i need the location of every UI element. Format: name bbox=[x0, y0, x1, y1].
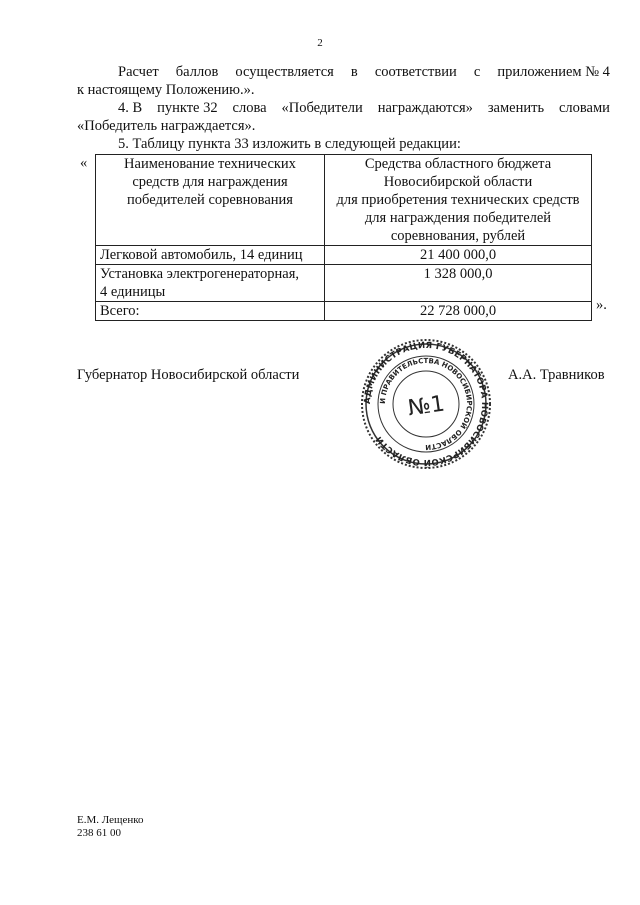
row-amount-cell: 1 328 000,0 bbox=[325, 265, 592, 302]
signatory-position: Губернатор Новосибирской области bbox=[77, 367, 300, 383]
header-line: победителей соревнования bbox=[127, 192, 293, 208]
paragraph-2-line-2: «Победитель награждается». bbox=[77, 118, 256, 134]
word: в bbox=[350, 64, 358, 80]
word: соответствии bbox=[374, 64, 457, 80]
word: слова bbox=[232, 100, 267, 116]
signatory-name: А.А. Травников bbox=[508, 367, 605, 383]
close-quote: ». bbox=[596, 297, 607, 313]
row-name: Установка электрогенераторная, bbox=[100, 266, 299, 282]
word: 4. В bbox=[118, 100, 143, 116]
svg-text:№1: №1 bbox=[406, 391, 447, 422]
paragraph-2-line-1 bbox=[118, 99, 610, 117]
row-name: Всего: bbox=[100, 303, 140, 319]
header-line: Наименование технических bbox=[124, 156, 296, 172]
row-name-cell bbox=[96, 246, 325, 265]
header-line: для приобретения технических средств bbox=[336, 192, 580, 208]
table-header-row bbox=[96, 155, 592, 246]
row-amount-cell: 22 728 000,0 bbox=[325, 302, 592, 321]
row-amount-cell: 21 400 000,0 bbox=[325, 246, 592, 265]
footer-phone: 238 61 00 bbox=[77, 827, 121, 839]
header-line: для награждения победителей bbox=[364, 210, 552, 226]
row-name: 4 единицы bbox=[100, 284, 166, 300]
header-cell-amount bbox=[325, 155, 592, 246]
word: заменить bbox=[487, 100, 545, 116]
svg-text:АДМИНИСТРАЦИЯ ГУБЕРНАТОРА НОВО: АДМИНИСТРАЦИЯ ГУБЕРНАТОРА НОВОСИБИРСКОЙ ОБЛАСТИ bbox=[362, 340, 490, 468]
word: словами bbox=[558, 100, 610, 116]
header-line: соревнования, рублей bbox=[390, 228, 526, 244]
paragraph-3: 5. Таблицу пункта 33 изложить в следующей редакции: bbox=[118, 136, 461, 152]
table-row bbox=[96, 265, 592, 302]
paragraph-1 bbox=[118, 63, 610, 81]
paragraph-1-line-1 bbox=[118, 63, 610, 81]
header-line: средств для награждения bbox=[132, 174, 288, 190]
row-name: Легковой автомобиль, 14 единиц bbox=[100, 247, 303, 263]
word: «Победители bbox=[281, 100, 363, 116]
header-line: Средства областного бюджета bbox=[364, 156, 552, 172]
word: осуществляется bbox=[235, 64, 334, 80]
row-name-cell bbox=[96, 302, 325, 321]
open-quote: « bbox=[80, 155, 88, 171]
word: с bbox=[473, 64, 481, 80]
amounts-table bbox=[95, 154, 592, 321]
footer-author: Е.М. Лещенко bbox=[77, 814, 144, 826]
word: Расчет bbox=[118, 64, 159, 80]
header-line: Новосибирской области bbox=[383, 174, 533, 190]
paragraph-1-line-2: к настоящему Положению.». bbox=[77, 82, 255, 98]
word: баллов bbox=[175, 64, 219, 80]
page-number: 2 bbox=[317, 37, 323, 49]
svg-text:И ПРАВИТЕЛЬСТВА НОВОСИБИРСКОЙ: И ПРАВИТЕЛЬСТВА НОВОСИБИРСКОЙ ОБЛАСТИ bbox=[378, 356, 474, 452]
word: приложением № 4 bbox=[497, 64, 610, 80]
word: награждаются» bbox=[377, 100, 473, 116]
table-total-row bbox=[96, 302, 592, 321]
official-stamp bbox=[360, 338, 492, 470]
word: пункте 32 bbox=[157, 100, 218, 116]
header-cell-name bbox=[96, 155, 325, 246]
table-row bbox=[96, 246, 592, 265]
row-name-cell bbox=[96, 265, 325, 302]
